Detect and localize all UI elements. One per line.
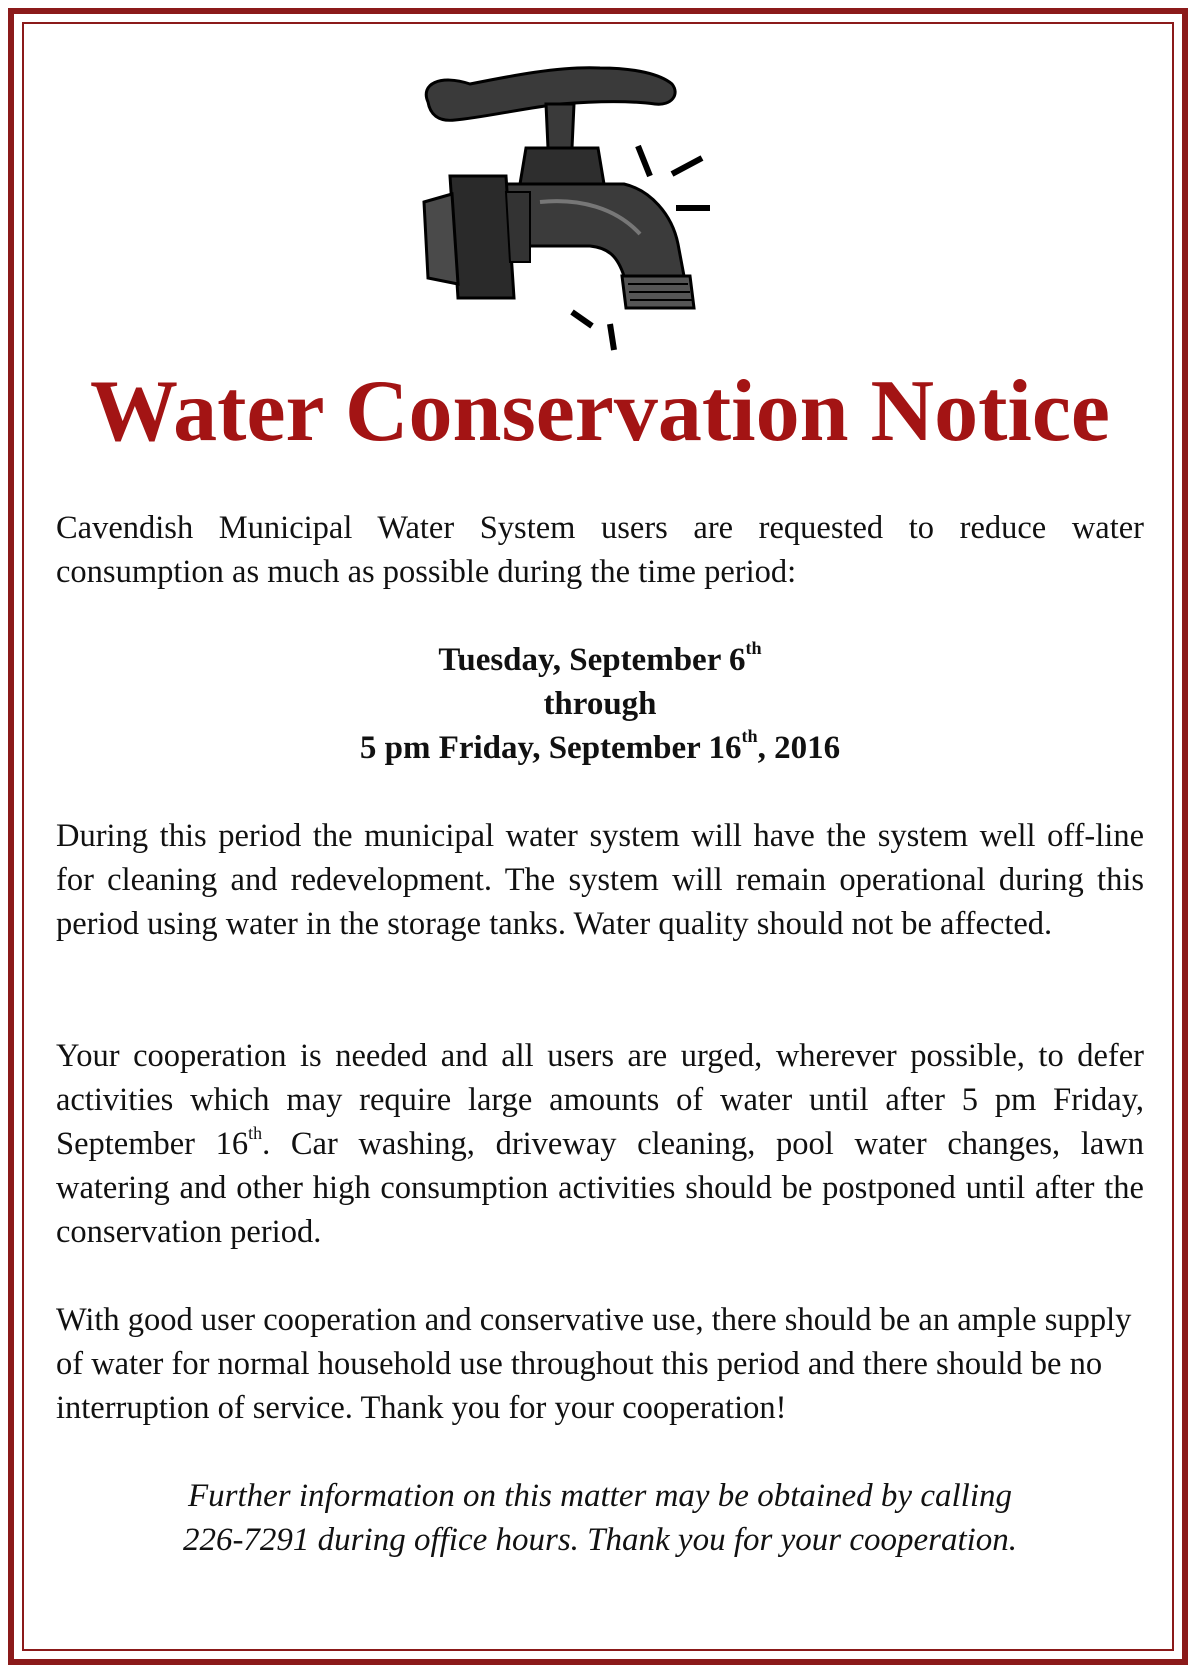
period-end-text: 5 pm Friday, September 16 xyxy=(359,730,742,766)
page-title: Water Conservation Notice xyxy=(90,363,1110,460)
intro-paragraph: Cavendish Municipal Water System users are requested to reduce water consumption as much as possible during the time period: xyxy=(56,510,1144,590)
faucet-icon xyxy=(410,62,750,352)
period-end-year: , 2016 xyxy=(757,730,841,766)
period-end-suffix: th xyxy=(741,726,758,747)
conservation-period xyxy=(0,638,1200,770)
cooperation-text-1: Your cooperation is needed and all users are urged, wherever possible, to defer activities which may require large amounts of water until after 5 pm Friday, September 16 xyxy=(56,1038,1144,1162)
cooperation-suffix: th xyxy=(248,1122,263,1143)
period-start-text: Tuesday, September 6 xyxy=(438,642,746,678)
further-info-line-1: Further information on this matter may be obtained by calling xyxy=(187,1478,1012,1514)
details-paragraph: During this period the municipal water system will have the system well off-line for cleaning and redevelopment. The system will remain operational during this period using water in the storage tanks. Water quality should not be affected. xyxy=(56,818,1144,942)
period-end xyxy=(0,726,1200,770)
further-info-line-2: 226-7291 during office hours. Thank you for your cooperation. xyxy=(182,1522,1018,1558)
closing-paragraph: With good user cooperation and conservative use, there should be an ample supply of water for normal household use throughout this period and there should be no interruption of service. Thank you for your cooperation! xyxy=(56,1302,1132,1426)
cooperation-text-2: . Car washing, driveway cleaning, pool water changes, lawn watering and other high consumption activities should be postponed until after the conservation period. xyxy=(56,1126,1144,1250)
period-start xyxy=(0,638,1200,682)
period-start-suffix: th xyxy=(745,638,762,659)
cooperation-paragraph xyxy=(56,1034,1144,1254)
further-info xyxy=(0,1474,1200,1562)
period-through: through xyxy=(543,686,657,722)
